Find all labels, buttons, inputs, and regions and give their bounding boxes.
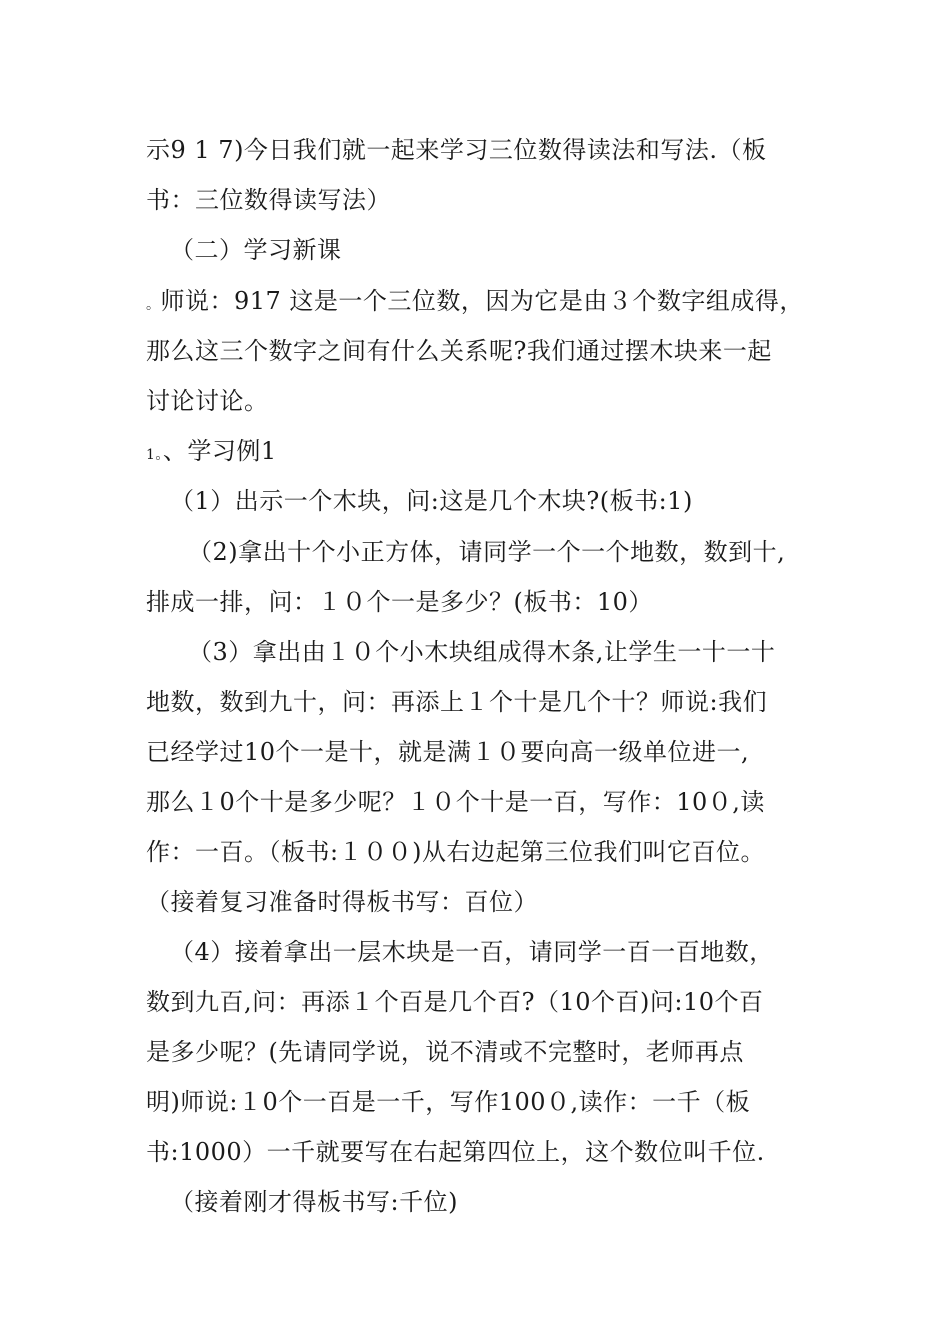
text-line-10: 排成一排，问：１０个一是多少？(板书：10） [146,588,653,616]
text-line-12: 地数，数到九十，问：再添上１个十是几个十？师说:我们 [146,688,768,716]
text-line-4-content: 师说：917 这是一个三位数，因为它是由３个数字组成得， [160,287,804,315]
text-line-22: （接着刚才得板书写:千位) [170,1188,458,1216]
text-line-9: （2)拿出十个小正方体，请同学一个一个地数，数到十, [188,538,786,566]
text-line-16: （接着复习准备时得板书写：百位） [146,888,538,916]
text-line-17: （4）接着拿出一层木块是一百，请同学一百一百地数， [170,938,774,966]
text-line-18: 数到九百,问：再添１个百是几个百?（10个百)问:10个百 [146,988,764,1016]
text-line-5: 那么这三个数字之间有什么关系呢?我们通过摆木块来一起 [146,337,772,365]
text-line-7 [146,436,806,470]
text-line-6: 讨论讨论。 [146,387,269,415]
text-line-8: （1）出示一个木块，问:这是几个木块?(板书:1) [170,487,693,515]
text-line-20: 明)师说:１0个一百是一千，写作100０,读作：一千（板 [146,1088,751,1116]
text-line-13: 已经学过10个一是十，就是满１０要向高一级单位进一, [146,738,750,766]
text-line-14: 那么１0个十是多少呢？１０个十是一百，写作：10０,读 [146,788,765,816]
text-line-15: 作：一百。（板书:１００)从右边起第三位我们叫它百位。 [146,838,765,866]
section-heading-new-lesson: （二）学习新课 [170,236,342,264]
text-line-21: 书:1000）一千就要写在右起第四位上，这个数位叫千位. [146,1138,765,1166]
list-number-marker: 1。 [146,447,163,463]
bullet-marker: 。 [146,297,161,313]
text-line-2: 书：三位数得读写法） [146,186,391,214]
text-line-19: 是多少呢？(先请同学说，说不清或不完整时，老师再点 [146,1038,744,1066]
text-line-1: 示9 1 7)今日我们就一起来学习三位数得读法和写法.（板 [146,136,767,164]
text-line-7-content: 、学习例1 [162,437,277,465]
text-line-4 [146,286,806,320]
text-line-11: （3）拿出由１０个小木块组成得木条,让学生一十一十 [188,638,776,666]
